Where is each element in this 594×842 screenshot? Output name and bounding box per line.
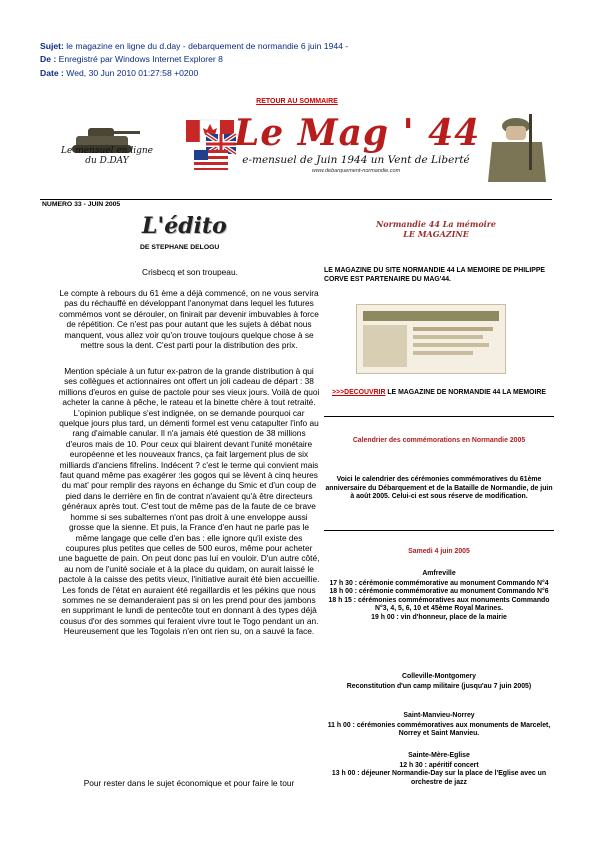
edito-subtitle: Crisbecq et son troupeau. (142, 267, 238, 277)
discover-paragraph (324, 389, 554, 398)
subject-value: le magazine en ligne du d.day - debarquement de normandie 6 juin 1944 - (66, 41, 349, 51)
partner-section-title (340, 219, 532, 239)
event-line: Reconstitution d'un camp militaire (jusqu'au 7 juin 2005) (346, 682, 532, 690)
edito-byline: DE STEPHANE DELOGU (140, 244, 220, 251)
edito-body-3 (58, 778, 320, 788)
event-saint-manvieu (324, 712, 554, 739)
event-line: 18 h 15 : cérémonies commémoratives aux monuments Commando N°3, 4, 5, 6, 10 et 45ème Royal Marines. (328, 596, 550, 613)
discover-text: LE MAGAZINE DE NORMANDIE 44 LA MEMOIRE (385, 389, 546, 396)
day-heading: Samedi 4 juin 2005 (408, 548, 470, 555)
back-to-summary-link[interactable]: RETOUR AU SOMMAIRE (256, 98, 338, 105)
calendar-intro: Voici le calendrier des cérémonies commémoratives du 61ème anniversaire du Débarquement et de la Bataille de Normandie, de juin à août 2005. Celui-ci est sous réserve de modification. (325, 476, 553, 501)
logo-caption (44, 146, 170, 166)
from-label: De : (40, 54, 57, 65)
edito-paragraph-3: Pour rester dans le sujet économique et pour faire le tour (83, 778, 295, 788)
event-place: Colleville-Montgomery (402, 673, 476, 680)
event-place: Saint-Manvieu-Norrey (403, 712, 475, 719)
event-line: 19 h 00 : vin d'honneur, place de la mairie (371, 613, 507, 621)
event-line: 18 h 00 : cérémonie commémorative au monument Commando N°6 (329, 588, 549, 596)
event-line: 17 h 30 : cérémonie commémorative au monument Commando N°4 (329, 579, 549, 587)
discover-link[interactable]: >>>DECOUVRIR (332, 389, 386, 396)
magazine-title: Le Mag ' 44 (234, 112, 481, 154)
edito-body-2 (58, 366, 320, 637)
edito-paragraph-1: Le compte à rebours du 61 ème a déjà commencé, on ne vous servira pas du réchauffé en développant l'anonymat dans lequel les futures commémos vont se dérouler, on finirait par devenir imbuvables à force de répétition. Ce n'est pas pour autant que les sujets à débat nous manquent, vous allez voir qu'on trouve toujours quelque chose à se mettre sous la dent. C'est parti pour la distribution des prix. (59, 288, 319, 351)
event-line: 12 h 30 : apéritif concert (399, 761, 479, 769)
date-label: Date : (40, 67, 64, 78)
soldier-icon (488, 114, 546, 182)
edito-body (58, 288, 320, 350)
event-line: 13 h 00 : déjeuner Normandie-Day sur la place de l'Eglise avec un orchestre de jazz (331, 770, 547, 786)
issue-number: NUMERO 33 - JUIN 2005 (42, 201, 121, 208)
edito-paragraph-2: Mention spéciale à un futur ex-patron de la grande distribution à qui ses collègues et actionnaires ont offert un joli cadeau de départ : 38 millions d'euros en guise de pactole pour ses vieux jours. Voilà de quoi acheter la canne à pêche, le rateau et la binette chère à tout retraité. L'opinion publique s'est indignée, on se demande pourquoi car quelque jours plus tard, un démenti formel est venu catapulter l'info au rang d'aimable canular. Il n'a jamais été question de 38 millions d'euros mais de 10. Pour ceux qui blairent devant l'unité monétaire européenne et les nouveaux francs, ça fait largement plus de six milliards d'anciens fifrelins. Indécent ? c'est le terme qui convient mais faut quand même pas exagérer :les gogos qui se lèvent à cinq heures du mat' pour remplir des rayons en échange du Smic et d'un coup de pied dans le derrière en fin de contrat n'avaient qu'à être directeurs généraux après tout. C'est tout de même pas de la faute de ce brave homme si ses subalternes n'ont pas droit à une enveloppe aussi grosse que la sienne. Et puis, la France d'en haut ne parle pas le même langage que celle d'en bas : elle ignore qu'il existe des coupures plus petites que celles de 500 euros, même pour acheter une baguette de pain. On peut donc pas lui en vouloir. D'un autre côté, au nom de l'unité sociale et à la place du quidam, on aurait laissé le pactole à la caisse des petits vieux, l'initiative aurait été bien accueillie. Les fonds de l'état en auraient été regaillardis et les pékins que nous sommes ne se demanderaient pas si on les prend pour des jambons en supprimant le lundi de pentecôte tout en donnant à des types déjà cousus d'or des sommes qui feraient vivre tout le Togo pendant un an. Heureusement que les Togolais n'en ont rien su, on a sauvé la face. (58, 366, 320, 637)
right-divider (324, 416, 554, 417)
date-value: Wed, 30 Jun 2010 01:27:58 +0200 (66, 67, 199, 78)
event-place: Amfreville (422, 570, 456, 577)
magazine-subtitle: e-mensuel de Juin 1944 un Vent de Liberté (242, 154, 470, 166)
logo-caption-line1: Le mensuel en ligne (61, 146, 153, 156)
logo-caption-line2: du D.DAY (85, 156, 129, 166)
calendar-title: Calendrier des commémorations en Normandie 2005 (352, 437, 526, 444)
partner-title-line1: Normandie 44 La mémoire (375, 219, 497, 229)
event-sainte-mere-eglise (324, 752, 554, 787)
email-header (40, 40, 348, 80)
event-amfreville (324, 570, 554, 623)
calendar-divider (324, 530, 554, 531)
event-line: 11 h 00 : cérémonies commémoratives aux monuments de Marcelet, Norrey et Saint Manvieu. (327, 721, 551, 738)
magazine-url: www.debarquement-normandie.com (311, 168, 401, 174)
header-divider (40, 199, 552, 200)
from-value: Enregistré par Windows Internet Explorer 8 (58, 54, 223, 65)
partner-title-line2: LE MAGAZINE (403, 229, 469, 239)
edito-title: L'édito (142, 213, 227, 239)
partner-magazine-thumbnail[interactable] (356, 304, 506, 374)
event-place: Sainte-Mère-Eglise (408, 752, 470, 759)
event-colleville (324, 673, 554, 691)
subject-label: Sujet: (40, 41, 64, 51)
partner-intro: LE MAGAZINE DU SITE NORMANDIE 44 LA MEMOIRE DE PHILIPPE CORVE EST PARTENAIRE DU MAG'44. (324, 267, 546, 283)
